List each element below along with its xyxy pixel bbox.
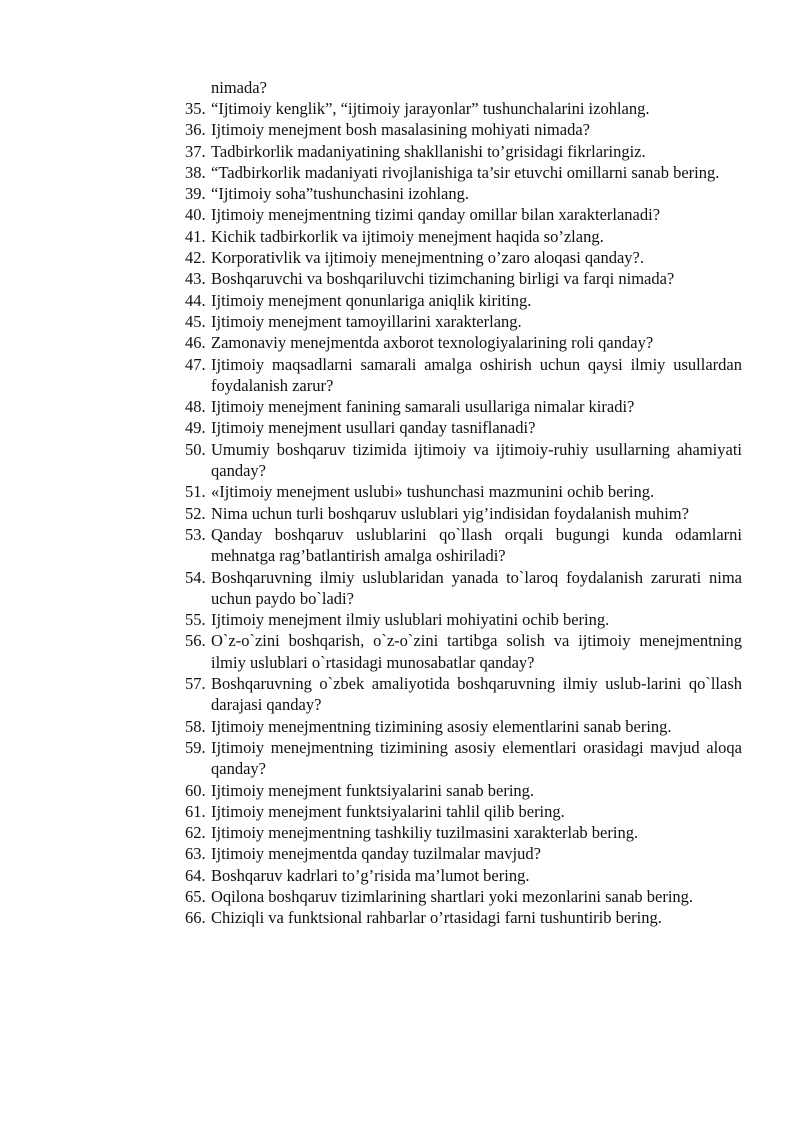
question-number: 37. [185,141,206,161]
question-text: Korporativlik va ijtimoiy menejmentning o’zaro aloqasi qanday?. [211,248,645,268]
question-item [185,141,742,162]
question-number: 63. [185,844,206,864]
question-number: 56. [185,631,206,651]
question-text: Ijtimoiy menejment funktsiyalarini sanab bering. [211,780,535,800]
question-text: Ijtimoiy menejmentning tizimining asosiy elementlari orasidagi mavjud aloqa qanday? [211,737,742,779]
question-text: Ijtimoiy menejment ilmiy uslublari mohiyatini ochib bering. [211,610,610,630]
question-item [185,865,742,886]
question-list [185,98,742,929]
question-item [185,226,742,247]
question-text: Ijtimoiy menejmentda qanday tuzilmalar mavjud? [211,844,541,864]
question-text: Kichik tadbirkorlik va ijtimoiy menejment haqida so’zlang. [211,226,604,246]
question-number: 54. [185,567,206,587]
question-text: Ijtimoiy menejmentning tizimining asosiy elementlarini sanab bering. [211,716,672,736]
question-item [185,290,742,311]
question-text: Ijtimoiy menejment fanining samarali usullariga nimalar kiradi? [211,397,635,417]
question-number: 49. [185,418,206,438]
question-number: 59. [185,737,206,757]
question-number: 40. [185,205,206,225]
question-text: Chiziqli va funktsional rahbarlar o’rtasidagi farni tushuntirib bering. [211,908,662,928]
question-number: 43. [185,269,206,289]
continuation-text: nimada? [211,78,267,97]
question-item [185,716,742,737]
question-number: 65. [185,886,206,906]
question-item [185,801,742,822]
question-text: Oqilona boshqaruv tizimlarining shartlari yoki mezonlarini sanab bering. [211,886,694,906]
question-text: O`z-o`zini boshqarish, o`z-o`zini tartibga solish va ijtimoiy menejmentning ilmiy uslublari o`rtasidagi munosabatlar qanday? [211,631,742,672]
question-number: 45. [185,311,206,331]
question-number: 48. [185,397,206,417]
question-text: Qanday boshqaruv uslublarini qo`llash orqali bugungi kunda odamlarni mehnatga rag’batlantirish amalga oshiriladi? [211,524,742,566]
question-number: 61. [185,801,206,821]
question-number: 60. [185,780,206,800]
question-number: 62. [185,823,206,843]
question-item [185,204,742,225]
question-text: Zamonaviy menejmentda axborot texnologiyalarining roli qanday? [211,333,654,353]
question-number: 41. [185,226,206,246]
question-text: “Ijtimoiy soha”tushunchasini izohlang. [211,184,469,204]
question-item [185,417,742,438]
question-number: 46. [185,333,206,353]
question-number: 47. [185,354,206,374]
question-item [185,481,742,502]
question-item [185,630,742,673]
question-number: 57. [185,674,206,694]
question-item [185,396,742,417]
question-number: 64. [185,865,206,885]
question-item [185,98,742,119]
question-text: Boshqaruv kadrlari to’g’risida ma’lumot bering. [211,865,530,885]
question-text: Nima uchun turli boshqaruv uslublari yig’indisidan foydalanish muhim? [211,503,689,523]
question-item [185,673,742,716]
question-item [185,886,742,907]
question-number: 36. [185,120,206,140]
question-text: Ijtimoiy menejmentning tashkiliy tuzilmasini xarakterlab bering. [211,823,639,843]
question-number: 39. [185,184,206,204]
question-item [185,311,742,332]
question-item [185,119,742,140]
question-item [185,907,742,928]
question-item [185,737,742,780]
question-number: 58. [185,716,206,736]
question-text: “Ijtimoiy kenglik”, “ijtimoiy jarayonlar” tushunchalarini izohlang. [211,99,650,118]
question-item [185,439,742,482]
question-number: 38. [185,162,206,182]
question-item [185,503,742,524]
question-text: «Ijtimoiy menejment uslubi» tushunchasi mazmunini ochib bering. [211,482,655,502]
question-number: 51. [185,482,206,502]
question-text: Ijtimoiy menejmentning tizimi qanday omillar bilan xarakterlanadi? [211,205,661,225]
question-item [185,247,742,268]
question-text: Ijtimoiy menejment qonunlariga aniqlik kiriting. [211,290,532,310]
question-text: Ijtimoiy maqsadlarni samarali amalga oshirish uchun qaysi ilmiy usullardan foydalanish zarur? [211,354,742,395]
question-number: 50. [185,439,206,459]
question-text: Umumiy boshqaruv tizimida ijtimoiy va ijtimoiy-ruhiy usullarning ahamiyati qanday? [211,439,742,481]
question-text: Boshqaruvchi va boshqariluvchi tizimchaning birligi va farqi nimada? [211,269,675,289]
question-item [185,162,742,183]
question-text: Ijtimoiy menejment usullari qanday tasniflanadi? [211,418,536,438]
question-number: 55. [185,610,206,630]
question-item [185,183,742,204]
question-number: 44. [185,290,206,310]
question-text: Ijtimoiy menejment funktsiyalarini tahlil qilib bering. [211,801,565,821]
question-item [185,354,742,397]
question-item [185,524,742,567]
question-text: Ijtimoiy menejment tamoyillarini xarakterlang. [211,311,522,331]
question-item [185,567,742,610]
question-item [185,268,742,289]
question-number: 52. [185,503,206,523]
question-item [185,822,742,843]
question-item [185,780,742,801]
question-text: Boshqaruvning o`zbek amaliyotida boshqaruvning ilmiy uslub-larini qo`llash darajasi qanday? [211,674,742,715]
question-number: 53. [185,524,206,544]
question-text: Tadbirkorlik madaniyatining shakllanishi to’grisidagi fikrlaringiz. [211,141,646,161]
question-text: “Tadbirkorlik madaniyati rivojlanishiga ta’sir etuvchi omillarni sanab bering. [211,162,720,182]
question-item [185,843,742,864]
question-text: Ijtimoiy menejment bosh masalasining mohiyati nimada? [211,120,590,140]
question-number: 35. [185,99,206,118]
question-item [185,609,742,630]
question-item [185,332,742,353]
question-text: Boshqaruvning ilmiy uslublaridan yanada to`laroq foydalanish zarurati nima uchun paydo bo`ladi? [211,567,742,608]
question-number: 42. [185,248,206,268]
question-number: 66. [185,908,206,928]
